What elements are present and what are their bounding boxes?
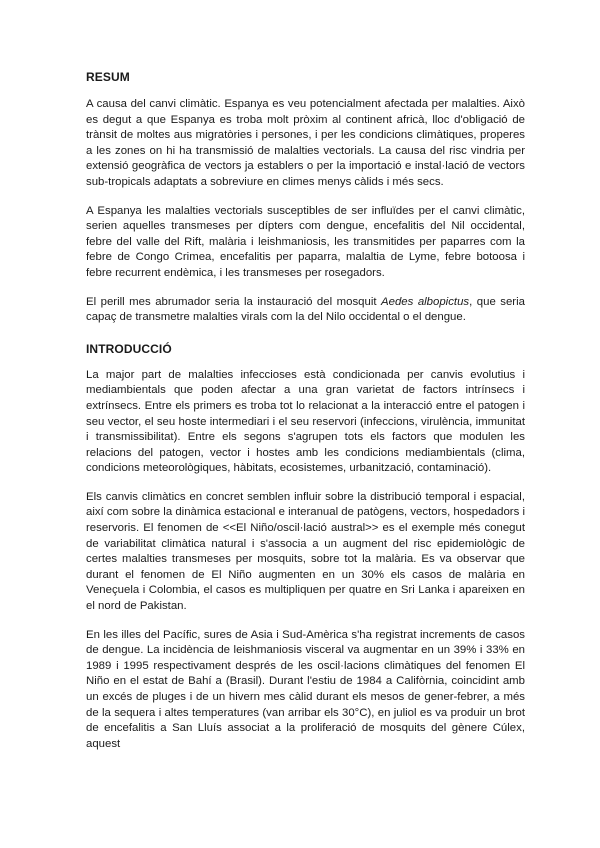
species-name: Aedes albopictus: [381, 295, 470, 308]
introduccio-paragraph-1: La major part de malalties infeccioses està condicionada per canvis evolutius i mediambientals que poden afectar a una gran varietat de factors intrínsecs i extrínsecs. Entre els primers es troba tot lo relacionat a la interacció entre el patogen i seu vector, el seu hoste intermediari i el seu reservori (infeccions, virulència, immunitat i transmissibilitat). Entre els segons s'agrupen tots els factors que modulen les relacions del patogen, vector i hostes amb les condicions mediambientals (clima, condicions meteorològiques, hàbitats, ecosistemes, urbanització, contaminació).: [86, 368, 525, 475]
section-heading-resum: RESUM: [86, 70, 130, 84]
resum-paragraph-2: A Espanya les malalties vectorials susceptibles de ser influïdes per el canvi climàtic, serien aquelles transmeses per dípters com dengue, encefalitis del Nil occidental, febre del valle del Rift, malària i leishmaniosis, les transmitides per paparres com la febre de Congo Crimea, encefalitis per paparra, malaltia de Lyme, febre botoosa i febre recurrent endèmica, i les transmeses per rosegadors.: [86, 204, 525, 279]
introduccio-paragraph-3: En les illes del Pacífic, sures de Asia i Sud-Amèrica s'ha registrat increments de casos de dengue. La incidència de leishmaniosis visceral va augmentar en un 39% i 33% en 1989 i 1995 respectivament després de les oscil·lacions climàtiques del fenomen El Niño en el estat de Bahí a (Brasil). Durant l'estiu de 1984 a Califòrnia, coincidint amb un excés de pluges i de un hivern mes càlid durant els mesos de gener-febrer, a més de la sequera i altes temperatures (van arribar els 30°C), en juliol es va produir un brot de encefalitis a San Lluís associat a la proliferació de mosquits del gènere Cúlex, aquest: [86, 628, 525, 750]
section-heading-introduccio: INTRODUCCIÓ: [86, 341, 172, 356]
introduccio-paragraph-2: Els canvis climàtics en concret semblen influir sobre la distribució temporal i espacial, així com sobre la dinàmica estacional e interanual de patògens, vectors, hospedadors i reservoris. El fenomen de <<El Niño/oscil·lació austral>> es el exemple més conegut de variabilitat climàtica natural i s'associa a un augment del risc epidemiològic de certes malalties transmeses per mosquits, sobre tot la malària. Es va observar que durant el fenomen de El Niño augmenten en un 30% els casos de malària en Veneçuela i Colombia, el casos es multipliquen per quatre en Sri Lanka i apareixen en el nord de Pakistan.: [86, 490, 525, 613]
resum-paragraph-3: [86, 295, 525, 326]
resum-p3-text-after: , que seria capaç de transmetre malalties virals com la del Nilo occidental o el dengue.: [86, 295, 525, 324]
resum-paragraph-1: A causa del canvi climàtic. Espanya es veu potencialment afectada per malalties. Això es degut a que Espanya es troba molt pròxim al continent africà, lloc d'obligació de trànsit de moltes aus migratòries i persones, i per les condicions climàtiques, properes a les zones on hi ha transmissió de malalties vectorials. La causa del risc vindria per extensió geogràfica de vectors ja establers o per la importació e instal·lació de vectors sub-tropicals adaptats a sobreviure en climes menys càlids i més secs.: [86, 98, 525, 188]
resum-p3-text-before: El perill mes abrumador seria la instauració del mosquit: [86, 295, 382, 308]
